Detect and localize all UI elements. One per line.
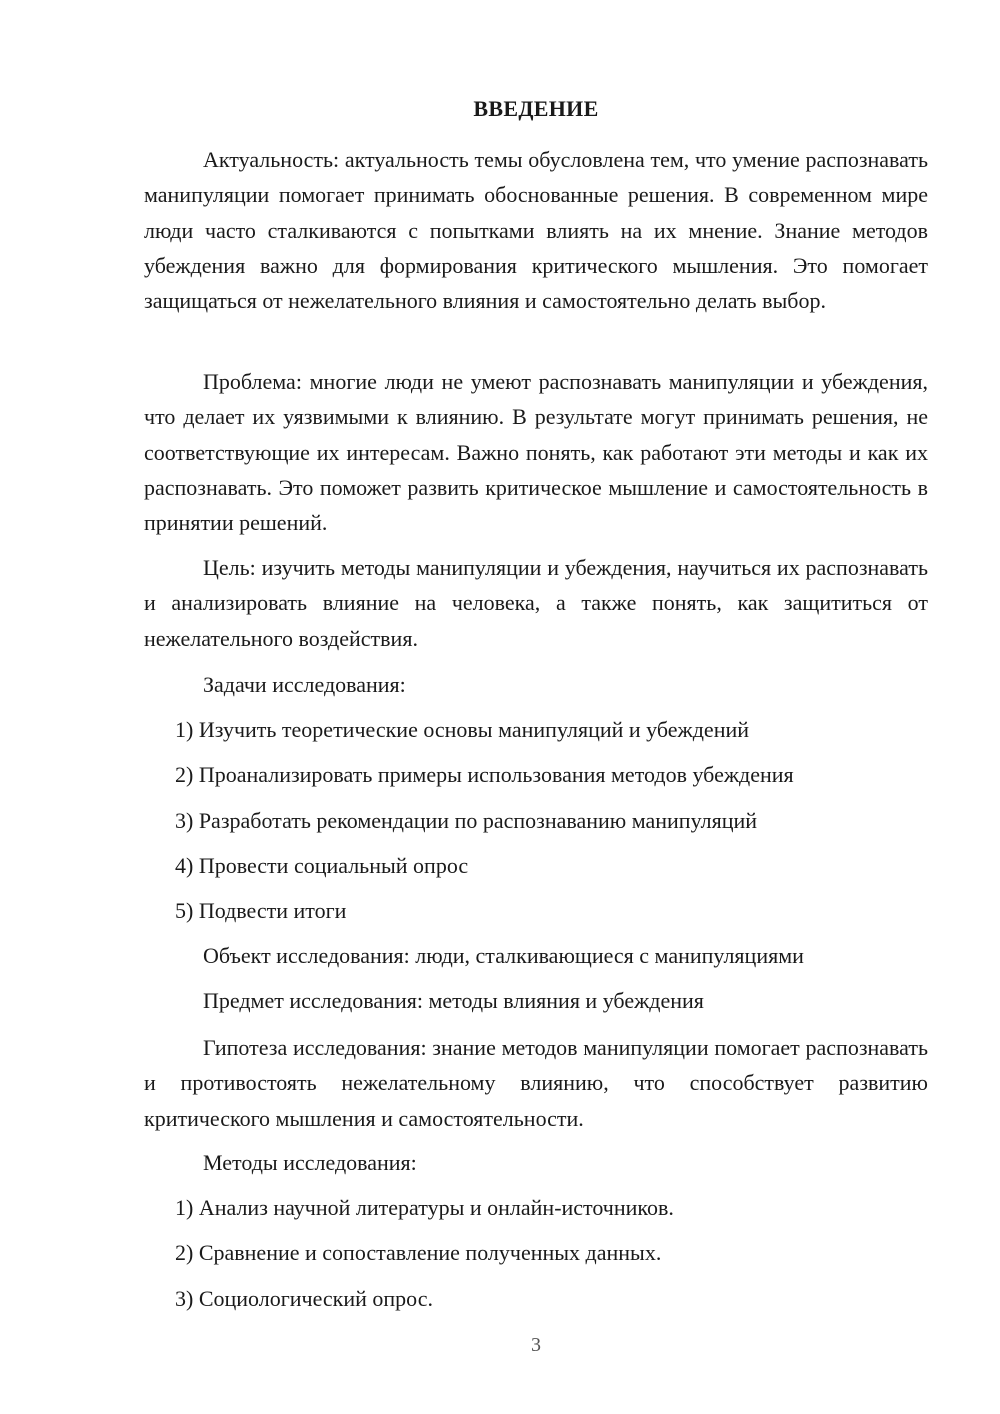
task-item: 2) Проанализировать примеры использования методов убеждения bbox=[175, 762, 794, 787]
paragraph-problem: Проблема: многие люди не умеют распознавать манипуляции и убеждения, что делает их уязвимыми к влиянию. В результате могут принимать решения, не соответствующие их интересам. Важно понять, как работают эти методы и как их распознавать. Это поможет развить критическое мышление и самостоятельность в принятии решений. bbox=[144, 369, 928, 536]
method-item: 2) Сравнение и сопоставление полученных данных. bbox=[175, 1240, 662, 1265]
task-item: 1) Изучить теоретические основы манипуляций и убеждений bbox=[175, 717, 750, 742]
method-item: 1) Анализ научной литературы и онлайн-источников. bbox=[175, 1195, 674, 1220]
paragraph-relevance: Актуальность: актуальность темы обусловлена тем, что умение распознавать манипуляции помогает принимать обоснованные решения. В современном мире люди часто сталкиваются с попытками влиять на их мнение. Знание методов убеждения важно для формирования критического мышления. Это помогает защищаться от нежелательного влияния и самостоятельно делать выбор. bbox=[144, 147, 928, 314]
page-number: 3 bbox=[531, 1334, 541, 1356]
method-item: 3) Социологический опрос. bbox=[175, 1286, 433, 1311]
tasks-heading: Задачи исследования: bbox=[203, 672, 406, 697]
paragraph-goal: Цель: изучить методы манипуляции и убеждения, научиться их распознавать и анализировать влияние на человека, а также понять, как защититься от нежелательного воздействия. bbox=[144, 555, 928, 651]
paragraph-hypothesis: Гипотеза исследования: знание методов манипуляции помогает распознавать и противостоять нежелательному влиянию, что способствует развитию критического мышления и самостоятельности. bbox=[144, 1035, 928, 1131]
section-title: ВВЕДЕНИЕ bbox=[473, 96, 599, 121]
research-object: Объект исследования: люди, сталкивающиеся с манипуляциями bbox=[203, 943, 804, 968]
research-subject: Предмет исследования: методы влияния и убеждения bbox=[203, 988, 704, 1013]
task-item: 5) Подвести итоги bbox=[175, 898, 347, 923]
task-item: 4) Провести социальный опрос bbox=[175, 853, 469, 878]
task-item: 3) Разработать рекомендации по распознаванию манипуляций bbox=[175, 808, 758, 833]
methods-heading: Методы исследования: bbox=[203, 1150, 417, 1175]
